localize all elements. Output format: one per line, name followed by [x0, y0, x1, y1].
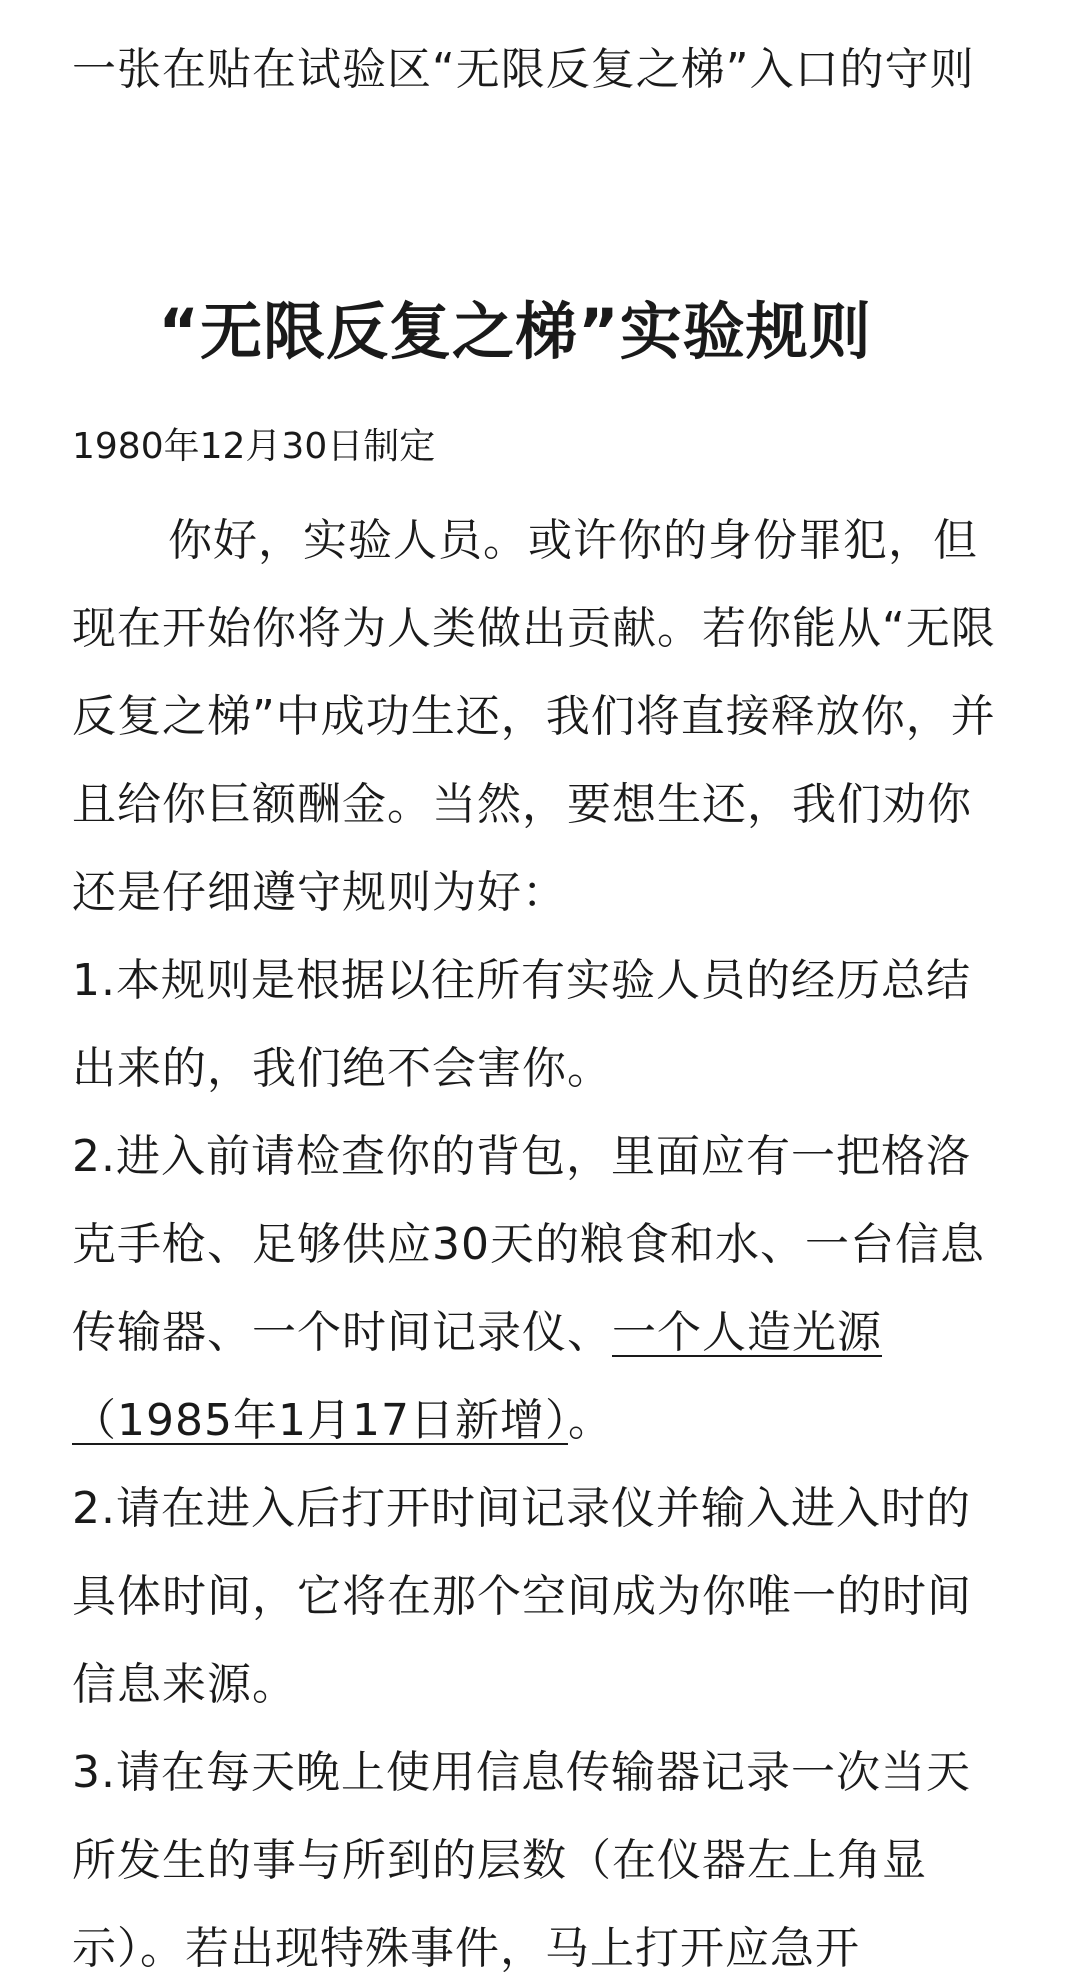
document-body — [72, 497, 1002, 1985]
rule-text-end: 。 — [567, 1395, 613, 1446]
rule-item: 1.本规则是根据以往所有实验人员的经历总结出来的，我们绝不会害你。 — [72, 955, 971, 1094]
document-title: “无限反复之梯”实验规则 — [158, 295, 872, 368]
opening-paragraph: 你好，实验人员。或许你的身份罪犯，但现在开始你将为人类做出贡献。若你能从“无限反复之梯”中成功生还，我们将直接释放你，并且给你巨额酬金。当然，要想生还，我们劝你还是仔细遵守规则为好： — [72, 515, 996, 918]
rule-item — [72, 1113, 1002, 1465]
document-date: 1980年12月30日制定 — [72, 426, 436, 467]
intro-caption: 一张在贴在试验区“无限反复之梯”入口的守则 — [72, 44, 975, 95]
rule-text: 2.进入前请检查你的背包，里面应有一把格洛克手枪、足够供应30天的粮食和水、一台信息传输器、一个时间记录仪、 — [72, 1131, 985, 1358]
rule-item: 2.请在进入后打开时间记录仪并输入进入时的具体时间，它将在那个空间成为你唯一的时间信息来源。 — [72, 1483, 972, 1710]
rule-item: 3.请在每天晚上使用信息传输器记录一次当天所发生的事与所到的层数（在仪器左上角显示）。若出现特殊事件，马上打开应急开 — [72, 1747, 971, 1974]
rule-amendment-underlined: 一个人造光源（1985年1月17日新增） — [72, 1307, 882, 1446]
